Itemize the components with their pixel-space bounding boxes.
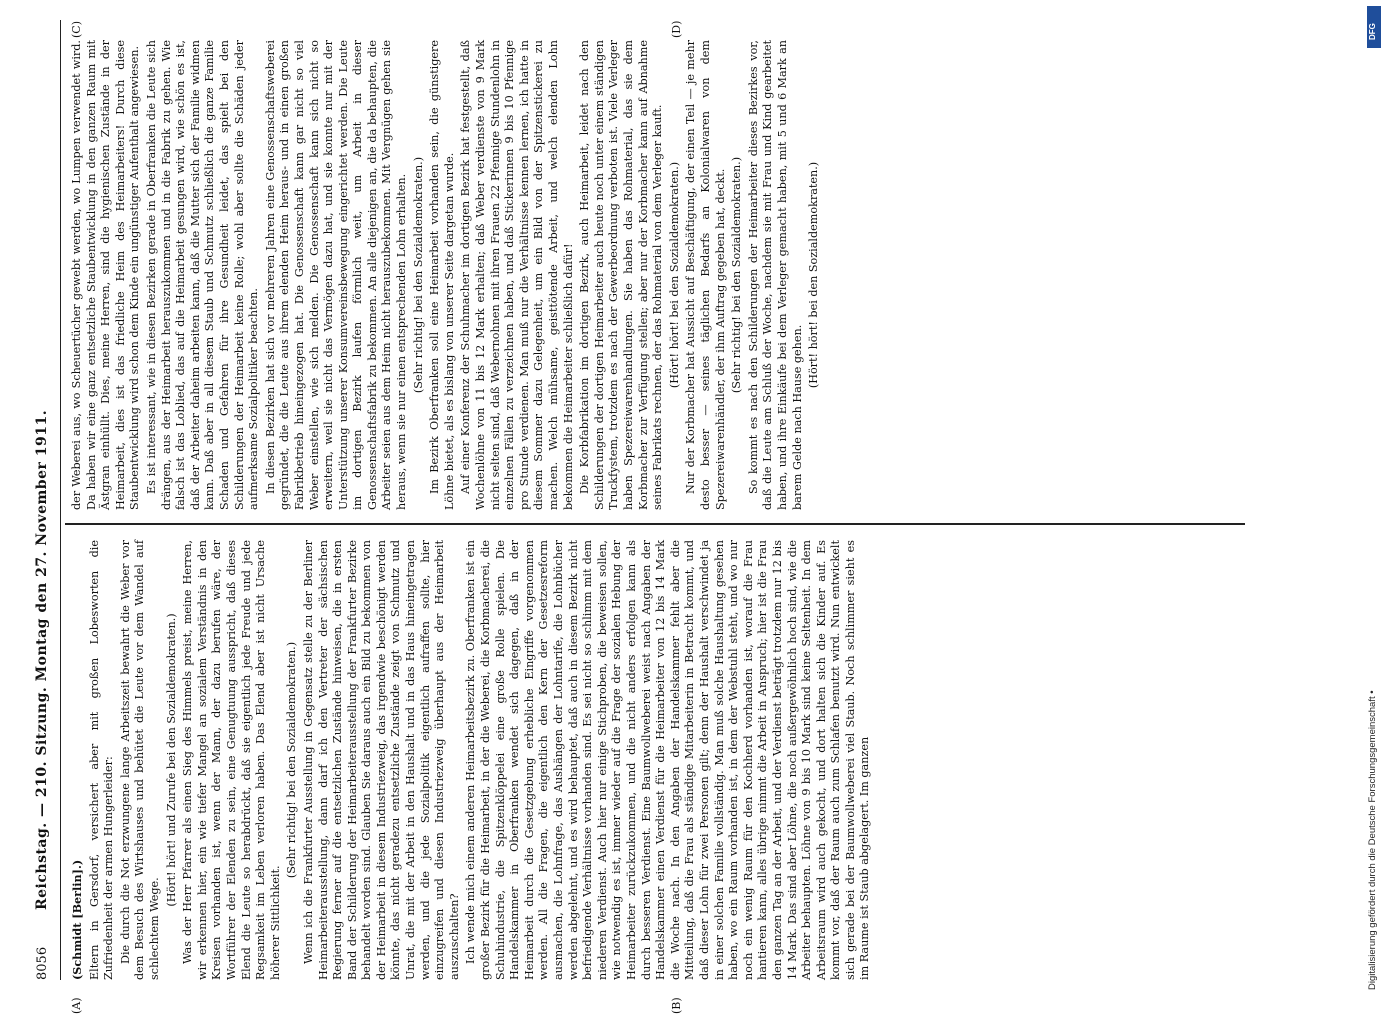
interjection: (Hört! hört! und Zurufe bei den Sozialdemokraten.): [164, 613, 178, 907]
paragraph-text: Im Bezirk Oberfranken soll eine Heimarbeit vorhanden sein, die günstigere Löhne bietet, als es bislang von unserer Seite dargetan wurde.: [428, 40, 456, 510]
margin-mark-a: (A): [70, 997, 83, 1014]
dfg-logo: DFG: [1367, 6, 1381, 48]
paragraph-text: In diesen Bezirken hat sich vor mehreren Jahren eine Genossenschaftsweberei gegründet, die die Leute aus ihrem elenden Heim heraus- und in einen großen Fabrikbetrieb hineingezogen hat. Die Genossenschaft kann gar nicht so viel Weber einstellen, wie sich melden. Die Genossenschaft kann sich nicht so erweitern, weil sie nicht das Vermögen dazu hat, und sie konnte nur mit der Unterstützung unserer Konsumvereinsbewegung eingerichtet werden. Die Leute im dortigen Bezirk laufen förmlich weit, um Arbeit in dieser Genossenschaftsfabrik zu bekommen. An alle diejenigen an, die da behaupten, die Arbeiter seien aus dem Heim nicht herauszubekommen. Mit Vergnügen gehen sie heraus, wenn sie nur einen entsprechenden Lohn erhalten.: [263, 40, 409, 510]
paragraph-text: Die durch die Not erzwungene lange Arbeitszeit bewahrt die Weber vor dem Besuch des Wirtshauses und behütet die Leute vor dem Wandel auf schlechtem Wege.: [118, 540, 161, 980]
running-head: Reichstag. — 210. Sitzung. Montag den 27. November 1911.: [34, 409, 50, 910]
interjection: (Sehr richtig! bei den Sozialdemokraten.): [285, 641, 299, 879]
paragraph: [684, 40, 728, 510]
margin-mark-d: (D): [670, 20, 683, 38]
paragraph-text: Nur der Korbmacher hat Aussicht auf Beschäftigung, der einen Teil — je mehr desto besser — seines täglichen Bedarfs an Kolonialwaren von dem Spezereiwarenhändler, der ihm Auftrag gegeben hat, deckt.: [684, 40, 727, 510]
paragraph: [459, 40, 576, 510]
paragraph: [747, 40, 805, 510]
speaker-label: (Schmidt [Berlin].): [70, 859, 84, 980]
page-number: 8056: [35, 946, 50, 980]
paragraph-text: Es ist interessant, wie in diesen Bezirken gerade in Oberfranken die Leute sich drängen, aus der Heimarbeit herauszukommen und in die Fabrik zu gehen. Wie falsch ist das Loblied, das auf die Heimarbeit gesungen wird, wie schön es ist, daß der Arbeiter daheim arbeiten kann, daß die Mutter sich der Familie widmen kann. Daß aber in all diesem Staub und Schmutz schließlich die ganze Familie Schaden und Gefahren für ihre Gesundheit leidet, das spielt bei den Schilderungen der Heimarbeit keine Rolle; wohl aber sollte die Schäden jeder aufmerksame Sozialpolitiker beachten.: [144, 40, 261, 510]
digitization-note: [1367, 10, 1381, 990]
rotated-page: [30, 20, 1330, 1014]
paragraph: [88, 540, 117, 980]
paragraph-text: Wenn ich die Frankfurter Ausstellung in Gegensatz stelle zu der Berliner Heimarbeiterausstellung, dann darf ich den Vertreter der sächsischen Regierung ferner auf die entsetzlichen Zustände hinweisen, die in ersten Band der Schilderung der Heimarbeiterausstellung der Frankfurter Bezirke behandelt worden sind. Glauben Sie daraus auch ein Bild zu bekommen von der Heimarbeit in diesem Industriezweig, das irgendwie beschönigt werden könnte, das nicht geradezu entsetzliche Zustände zeigt von Schmutz und Unrat, die mit der Arbeit in den Haushalt und in das Haus hineingetragen werden, und die jede Sozialpolitik eigentlich aufraffen sollte, hier einzugreifen und diesen Industriezweig überhaupt aus der Heimarbeit auszuschalten?: [301, 540, 461, 980]
interjection: (Hört! hört! bei den Sozialdemokraten.): [807, 161, 821, 389]
paragraph-text: Auf einer Konferenz der Schuhmacher im dortigen Bezirk hat festgestellt, daß Wochenlöhne von 11 bis 12 Mark erhalten; daß Weber verdienste von 9 Mark nicht selten sind, daß Webernohnen mit ihren Frauen 22 Pfennige Stundenlohn in einzelnen Fällen zu verzeichnen haben, und daß Stickerinnen 9 bis 10 Pfennige pro Stunde verdienen. Man muß nur die Verhältnisse kennen lernen, ich hatte in diesem Sommer dazu Gelegenheit, um ein Bild von der Spitzenstickerei zu machen. Welch mühsame, geisttötende Arbeit, und welch elenden Lohn bekommen die Heimarbeiter schließlich dafür!: [459, 40, 575, 510]
paragraph: [70, 40, 143, 510]
paragraph: [119, 540, 163, 980]
page-header: [30, 20, 61, 980]
interjection: (Hört! hört! bei den Sozialdemokraten.): [667, 161, 681, 389]
paragraph: [70, 540, 86, 980]
paragraph: [264, 40, 410, 510]
margin-mark-b: (B): [670, 997, 683, 1014]
paragraph: [181, 540, 283, 980]
interjection: (Sehr richtig! bei den Sozialdemokraten.): [411, 156, 425, 394]
paragraph-text: Eltern in Gersdorf, versichert aber mit großen Lobesworten die Zufriedenheit der armen Hungerleider:: [87, 540, 116, 980]
paragraph-text: Was der Herr Pfarrer als einen Sieg des Himmels preist, meine Herren, wir erkennen hier, ein wie tiefer Mangel an sozialem Verständnis in den Kreisen vorhanden ist, wenn der Mann, der dazu berufen wäre, der Wortführer der Elenden zu sein, eine Genugtuung ausspricht, daß dieses Elend die Leute so herabdrückt, daß sie eigentlich jede Freude und jede Regsamkeit im Leben verloren haben. Das Elend aber ist nicht Ursache höherer Sittlichkeit.: [181, 540, 282, 980]
margin-mark-c: (C): [70, 21, 83, 38]
paragraph-text: Die Korbfabrikation im dortigen Bezirk, auch Heimarbeit, leidet nach den Schilderungen der dortigen Heimarbeiter auch heute noch unter einem ständigen Truckfystem, trotzdem es nach der Gewerbeordnung verboten ist. Viele Verleger haben Spezereiwarenhandlungen. Sie haben das Rohmaterial, das sie dem Korbmacher zur Verfügung stellen; aber nur der Korbmacher kann auf Abnahme seines Fabrikats rechnen, der das Rohmaterial von dem Verleger kauft.: [578, 40, 665, 510]
paragraph: [145, 40, 262, 510]
paragraph: [302, 540, 463, 980]
paragraph-text: Ich wende mich einem anderen Heimarbeitsbezirk zu. Oberfranken ist ein großer Bezirk für die Heimarbeit, in der die Weberei, die Korbmacherei, die Schuhindustrie, die Spitzenklöppelei eine große Rolle spielen. Die Handelskammer in Oberfranken wendet sich dagegen, daß in der Heimarbeit durch die Gesetzgebung erhebliche Eingriffe vorgenommen werden. All die Fragen, die eigentlich den Kern der Gesetzesreform ausmachen, die Lohnfrage, das Aushängen der Lohntarife, die Lohnbücher werden abgelehnt, und es wird behauptet, daß auch in diesem Bezirk nicht befriedigende Verhältnisse vorhanden sind. Es sei nicht so schlimm mit dem niederen Verdienst. Auch hier nur einige Stichproben, die beweisen sollen, wie notwendig es ist, immer wieder auf die Frage der sozialen Hebung der Heimarbeiter zurückzukommen, und die nicht anders erfolgen kann als durch besseren Verdienst. Eine Baumwollweberei weist nach Angaben der Handelskammer einen Verdienst für die Heimarbeiter von 12 bis 14 Mark die Woche nach. In den Angaben der Handelskammer fehlt aber die Mitteilung, daß die Frau als ständige Mitarbeiterin in Betracht kommt, und daß dieser Lohn für zwei Personen gilt; denn der Haushalt verschwindet ja in einer solchen Familie vollständig. Man muß solche Haushaltung gesehen haben, wo ein Raum vorhanden ist, in dem der Webstuhl steht, und wo nur noch ein wenig Raum für den Kochherd vorhanden ist, worauf die Frau hantieren kann, alles übrige nimmt die Arbeit in Anspruch; hier ist die Frau den ganzen Tag an der Arbeit, und der Verdienst beträgt trotzdem nur 12 bis 14 Mark. Das sind aber Löhne, die noch außergewöhnlich hoch sind, wie die Arbeiter behaupten. Löhne von 9 bis 10 Mark sind keine Seltenheit. In dem Arbeitsraum wird auch gekocht, und dort halten sich die Kinder auf. Es kommt vor, daß der Raum auch zum Schlafen benutzt wird. Nun entwickelt sich gerade bei der Baumwollweberei viel Staub. Noch schlimmer sieht es im Raume ist Staub abgelagert. Im ganzen: [464, 540, 872, 980]
interjection: (Sehr richtig! bei den Sozialdemokraten.): [730, 156, 744, 394]
paragraph: [464, 540, 873, 980]
paragraph: [428, 40, 457, 510]
right-column: [70, 40, 824, 510]
paragraph-text: der Weberei aus, wo Scheuertücher gewebt werden, wo Lumpen verwendet wird. Da haben wir eine ganz entsetzliche Staubentwicklung in den ganzen Raum mit Ästgran einhüllt. Dies, meine Herren, sind die hygienischen Zustände in der Heimarbeit, dies ist das friedliche Heim des Heimarbeiters! Durch diese Staubentwicklung wird schon dem Kinde ein ungünstiger Aufenthalt angewiesen.: [70, 40, 142, 510]
column-rule: [65, 524, 1245, 526]
digitization-note-text: Digitalisierung gefördert durch die Deutsche Forschungsgemeinschaft •: [1367, 690, 1378, 990]
left-column: [70, 540, 875, 980]
paragraph-text: So kommt es nach den Schilderungen der Heimarbeiter dieses Bezirkes vor, daß die Leute am Schluß der Woche, nachdem sie mit Frau und Kind gearbeitet haben, und ihre Einkäufe bei dem Verleger gemacht haben, mit 5 und 6 Mark an barem Gelde nach Hause gehen.: [746, 40, 804, 510]
paragraph: [578, 40, 666, 510]
